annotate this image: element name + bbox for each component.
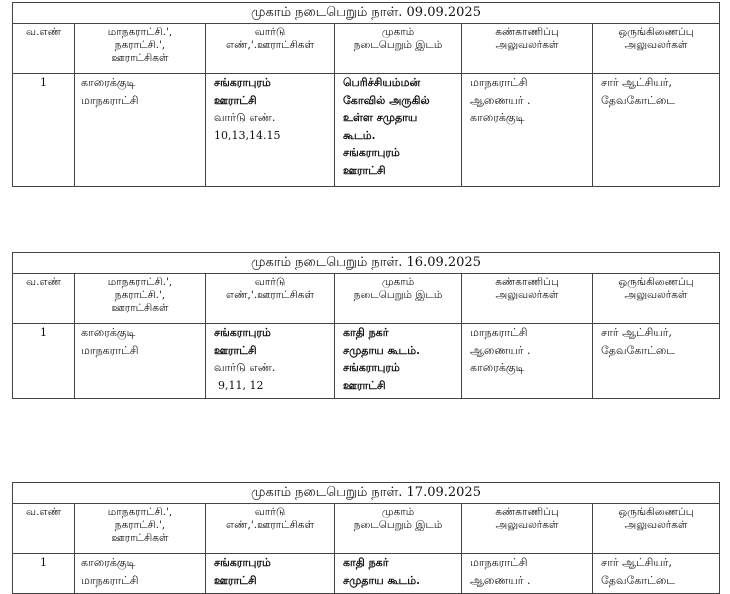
camp-table-3 [12, 482, 720, 594]
cell-body: காரைக்குடி மாநகராட்சி [75, 74, 206, 187]
header-venue: முகாம் நடைபெறும் இடம் [335, 24, 462, 74]
header-supervisor: கண்காணிப்பு அலுவலர்கள் [462, 274, 593, 324]
header-venue: முகாம் நடைபெறும் இடம் [335, 274, 462, 324]
header-serial: வ.எண் [13, 24, 75, 74]
cell-ward: சங்கராபுரம் ஊராட்சி வார்டு எண். 9,11, 12 [206, 324, 335, 399]
camp-date-title: முகாம் நடைபெறும் நாள். 09.09.2025 [13, 3, 720, 24]
cell-coordinator: சார் ஆட்சியர், தேவகோட்டை [593, 554, 720, 594]
cell-supervisor: மாநகராட்சி ஆணையர் . காரைக்குடி [462, 74, 593, 187]
camp-date-title: முகாம் நடைபெறும் நாள். 16.09.2025 [13, 253, 720, 274]
camp-table-1 [12, 2, 720, 187]
header-coordinator: ஒருங்கிணைப்பு அலுவலர்கள் [593, 24, 720, 74]
cell-serial: 1 [13, 554, 75, 594]
header-body: மாநகராட்சி.', நகராட்சி.', ஊராட்சிகள் [75, 24, 206, 74]
cell-coordinator: சார் ஆட்சியர், தேவகோட்டை [593, 324, 720, 399]
cell-body: காரைக்குடி மாநகராட்சி [75, 554, 206, 594]
cell-supervisor: மாநகராட்சி ஆணையர் . காரைக்குடி [462, 324, 593, 399]
cell-serial: 1 [13, 74, 75, 187]
cell-coordinator: சார் ஆட்சியர், தேவகோட்டை [593, 74, 720, 187]
cell-venue: காதி நகர் சமுதாய கூடம். சங்கராபுரம் ஊராட்சி [335, 324, 462, 399]
cell-supervisor: மாநகராட்சி ஆணையர் . [462, 554, 593, 594]
camp-table-2 [12, 252, 720, 399]
header-serial: வ.எண் [13, 504, 75, 554]
cell-serial: 1 [13, 324, 75, 399]
header-supervisor: கண்காணிப்பு அலுவலர்கள் [462, 24, 593, 74]
header-body: மாநகராட்சி.', நகராட்சி.', ஊராட்சிகள் [75, 274, 206, 324]
cell-venue: பெரிச்சியம்மன் கோவில் அருகில் உள்ள சமுதாய கூடம். சங்கராபுரம் ஊராட்சி [335, 74, 462, 187]
cell-ward: சங்கராபுரம் ஊராட்சி [206, 554, 335, 594]
header-serial: வ.எண் [13, 274, 75, 324]
header-ward: வார்டு எண்,'.ஊராட்சிகள் [206, 504, 335, 554]
header-supervisor: கண்காணிப்பு அலுவலர்கள் [462, 504, 593, 554]
header-venue: முகாம் நடைபெறும் இடம் [335, 504, 462, 554]
header-ward: வார்டு எண்,'.ஊராட்சிகள் [206, 274, 335, 324]
header-ward: வார்டு எண்,'.ஊராட்சிகள் [206, 24, 335, 74]
cell-ward: சங்கராபுரம் ஊராட்சி வார்டு எண். 10,13,14.15 [206, 74, 335, 187]
header-body: மாநகராட்சி.', நகராட்சி.', ஊராட்சிகள் [75, 504, 206, 554]
cell-venue: காதி நகர் சமுதாய கூடம். [335, 554, 462, 594]
cell-body: காரைக்குடி மாநகராட்சி [75, 324, 206, 399]
header-coordinator: ஒருங்கிணைப்பு அலுவலர்கள் [593, 274, 720, 324]
camp-date-title: முகாம் நடைபெறும் நாள். 17.09.2025 [13, 483, 720, 504]
header-coordinator: ஒருங்கிணைப்பு அலுவலர்கள் [593, 504, 720, 554]
